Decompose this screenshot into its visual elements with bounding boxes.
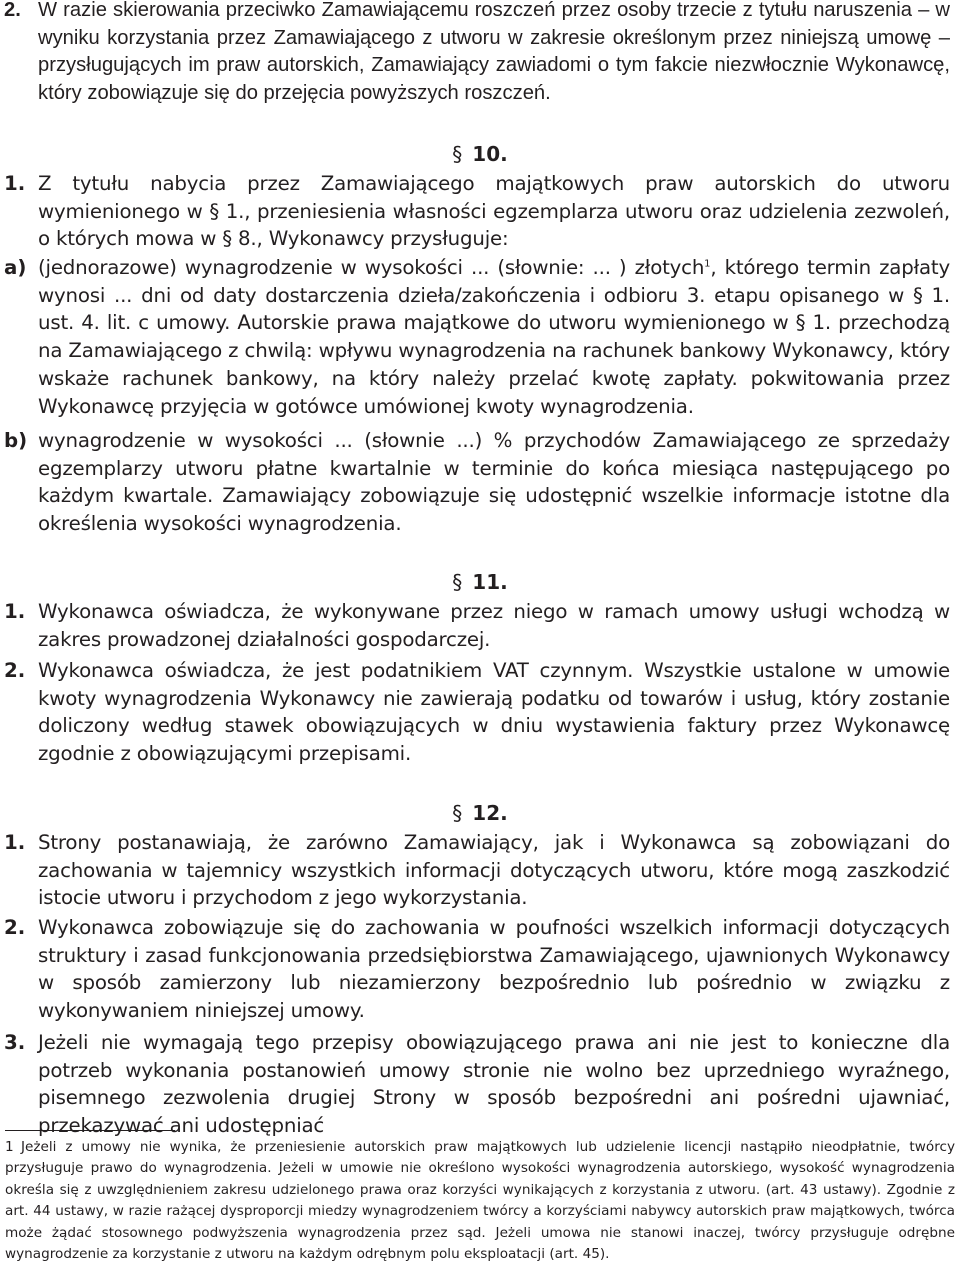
section-sign: § xyxy=(452,142,463,166)
paragraph-number: 3. xyxy=(4,1031,26,1054)
paragraph-number: 1. xyxy=(4,172,26,195)
paragraph-text: Jeżeli nie wymagają tego przepisy obowiązującego prawa ani nie jest to konieczne dla potrzeb wykonania postanowień umowy stronie nie wolno bez uprzedniego wyraźnego, pisemnego zezwolenia drugiej Strony w sposób bezpośredni ani pośredni ujawniać, przekazywać ani udostępniać xyxy=(38,1031,950,1138)
paragraph-12-1 xyxy=(0,829,950,912)
paragraph-letter: a) xyxy=(4,256,27,279)
paragraph-10-1-a xyxy=(0,254,950,420)
section-number: 12. xyxy=(472,801,508,825)
section-number: 11. xyxy=(472,570,508,594)
paragraph-number: 2. xyxy=(4,916,26,939)
paragraph-text: Strony postanawiają, że zarówno Zamawiający, jak i Wykonawca są zobowiązani do zachowania w tajemnicy wszystkich informacji dotyczących utworu, które mogą zaszkodzić istocie utworu i przychodom z jego wykorzystania. xyxy=(38,831,950,910)
paragraph-11-1 xyxy=(0,598,950,653)
footnote-reference: 1 xyxy=(704,258,711,270)
paragraph-text: Wykonawca oświadcza, że wykonywane przez niego w ramach umowy usługi wchodzą w zakres prowadzonej działalności gospodarczej. xyxy=(38,600,950,651)
section-heading-11 xyxy=(0,568,960,596)
footnote-text: Jeżeli z umowy nie wynika, że przeniesienie autorskich praw majątkowych lub udzielenie licencji nastąpiło nieodpłatnie, twórcy przysługuje prawo do wynagrodzenia. Jeżeli w umowie nie określono wysokości wynagrodzenia autorskiego, wysokość wynagrodzenia określa się z uwzględnieniem zakresu udzielonego prawa oraz korzyści wynikających z korzystania z utworu. (art. 43 ustawy). Zgodnie z art. 44 ustawy, w razie rażącej dysproporcji miedzy wynagrodzeniem twórcy a korzyściami nabywcy autorskich praw majątkowych, twórca może żądać stosownego podwyższenia wynagrodzenia przez sąd. Jeżeli umowa nie stanowi inaczej, twórcy przysługuje odrębne wynagrodzenie za korzystanie z utworu na każdym odrębnym polu eksploatacji (art. 45). xyxy=(5,1139,955,1263)
section-sign: § xyxy=(452,570,463,594)
paragraph-text: Z tytułu nabycia przez Zamawiającego majątkowych praw autorskich do utworu wymienionego w § 1., przeniesienia własności egzemplarza utworu oraz udzielenia zezwoleń, o których mowa w § 8., Wykonawcy przysługuje: xyxy=(38,172,950,251)
paragraph-text: Wykonawca zobowiązuje się do zachowania w poufności wszelkich informacji dotyczących struktury i zasad funkcjonowania przedsiębiorstwa Zamawiającego, ujawnionych Wykonawcy w sposób zamierzony lub niezamierzony bezpośrednio lub pośrednio w związku z wykonywaniem niniejszej umowy. xyxy=(38,916,950,1023)
paragraph-text xyxy=(38,254,950,420)
paragraph-text: wynagrodzenie w wysokości ... (słownie ...) % przychodów Zamawiającego ze sprzedaży egzemplarzy utworu płatne kwartalnie w terminie do końca miesiąca następującego po każdym kwartale. Zamawiający zobowiązuje się udostępnić wszelkie informacje istotne dla określenia wysokości wynagrodzenia. xyxy=(38,429,950,536)
paragraph-12-2 xyxy=(0,914,950,1025)
paragraph-letter: b) xyxy=(4,429,28,452)
section-heading-10 xyxy=(0,140,960,168)
paragraph-number: 2. xyxy=(4,659,26,682)
footnote xyxy=(0,1137,955,1265)
section-heading-12 xyxy=(0,799,960,827)
paragraph-11-2 xyxy=(0,657,950,768)
text-after-footnote: , którego termin zapłaty wynosi ... dni od daty dostarczenia dzieła/zakończenia i odbioru 3. etapu opisanego w § 1. ust. 4. lit. c umowy. Autorskie prawa majątkowe do utworu wymienionego w § 1. przechodzą na Zamawiającego z chwilą: wpływu wynagrodzenia na rachunek bankowy Wykonawcy, który wskaże rachunek bankowy, na który należy przelać kwotę zapłaty. pokwitowania przez Wykonawcę przyjęcia w gotówce umówionej kwoty wynagrodzenia. xyxy=(38,256,950,418)
section-number: 10. xyxy=(472,142,508,166)
paragraph-12-3 xyxy=(0,1029,950,1140)
text-before-footnote: (jednorazowe) wynagrodzenie w wysokości ... (słownie: ... ) złotych xyxy=(38,256,705,279)
paragraph-text: W razie skierowania przeciwko Zamawiającemu roszczeń przez osoby trzecie z tytułu naruszenia – w wyniku korzystania przez Zamawiającego z utworu w zakresie określonym przez niniejszą umowę – przysługujących im praw autorskich, Zamawiający zawiadomi o tym fakcie niezwłocznie Wykonawcę, który zobowiązuje się do przejęcia powyższych roszczeń. xyxy=(38,0,950,105)
footnote-number: 1 xyxy=(5,1139,14,1155)
paragraph-text: Wykonawca oświadcza, że jest podatnikiem VAT czynnym. Wszystkie ustalone w umowie kwoty wynagrodzenia Wykonawcy nie zawierają podatku od towarów i usług, który zostanie doliczony według stawek obowiązujących w dniu wystawienia faktury przez Wykonawcę zgodnie z obowiązującymi przepisami. xyxy=(38,659,950,766)
paragraph-number: 2. xyxy=(4,0,21,21)
section-sign: § xyxy=(452,801,463,825)
footnote-separator xyxy=(5,1130,175,1131)
paragraph-10-1 xyxy=(0,170,950,253)
paragraph-number: 1. xyxy=(4,831,26,854)
paragraph-number: 1. xyxy=(4,600,26,623)
paragraph-9-2 xyxy=(0,0,950,108)
paragraph-10-1-b xyxy=(0,427,950,538)
